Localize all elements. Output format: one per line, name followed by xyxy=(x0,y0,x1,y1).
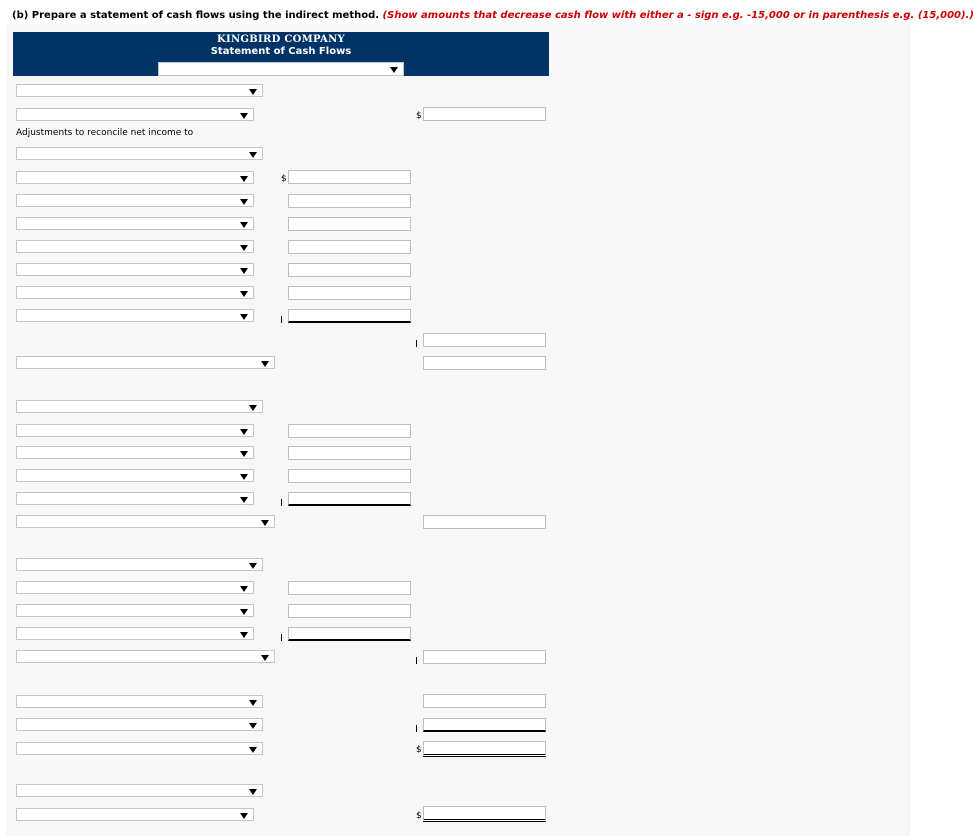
amount-input-col3[interactable] xyxy=(423,333,546,347)
instruction-text: (b) Prepare a statement of cash flows using the indirect method. xyxy=(12,10,380,21)
account-select-13[interactable] xyxy=(16,424,254,437)
amount-input-col2[interactable] xyxy=(288,263,411,277)
account-select-4[interactable] xyxy=(16,171,254,184)
amount-input-col2-total[interactable] xyxy=(288,309,411,323)
amount-input-col3[interactable] xyxy=(423,694,546,708)
underline-mark xyxy=(281,316,282,323)
amount-input-col2[interactable] xyxy=(288,170,411,184)
underline-mark xyxy=(416,657,417,664)
account-select-1[interactable] xyxy=(16,84,263,97)
instructions xyxy=(12,10,974,21)
statement-title: Statement of Cash Flows xyxy=(210,46,352,57)
account-select-26[interactable] xyxy=(16,784,263,797)
account-select-15[interactable] xyxy=(16,469,254,482)
underline-mark xyxy=(281,634,282,641)
account-select-20[interactable] xyxy=(16,604,254,617)
amount-input-col2[interactable] xyxy=(288,240,411,254)
amount-input-col3-total[interactable] xyxy=(423,718,546,732)
account-select-17[interactable] xyxy=(16,515,275,528)
account-select-24[interactable] xyxy=(16,718,263,731)
underline-mark xyxy=(416,725,417,732)
amount-input-col2-total[interactable] xyxy=(288,627,411,641)
dollar-sign: $ xyxy=(416,745,422,755)
account-select-16[interactable] xyxy=(16,492,254,505)
amount-input-col2[interactable] xyxy=(288,424,411,438)
amount-input-col2[interactable] xyxy=(288,194,411,208)
amount-input-col3[interactable] xyxy=(423,515,546,529)
amount-input-col3[interactable] xyxy=(423,107,546,121)
amount-input-col2[interactable] xyxy=(288,446,411,460)
period-select[interactable] xyxy=(158,62,404,76)
account-select-23[interactable] xyxy=(16,695,263,708)
account-select-21[interactable] xyxy=(16,627,254,640)
noncash-total-input[interactable] xyxy=(423,806,546,822)
amount-input-col2[interactable] xyxy=(288,604,411,618)
dollar-sign: $ xyxy=(416,111,422,121)
account-select-3[interactable] xyxy=(16,147,263,160)
amount-input-col2[interactable] xyxy=(288,286,411,300)
account-select-14[interactable] xyxy=(16,446,254,459)
account-select-8[interactable] xyxy=(16,263,254,276)
account-select-10[interactable] xyxy=(16,309,254,322)
account-select-25[interactable] xyxy=(16,742,263,755)
company-name: KINGBIRD COMPANY xyxy=(216,34,345,45)
amount-input-col2[interactable] xyxy=(288,469,411,483)
adjustments-label: Adjustments to reconcile net income to xyxy=(16,128,194,138)
underline-mark xyxy=(416,340,417,347)
account-select-5[interactable] xyxy=(16,194,254,207)
instruction-note: (Show amounts that decrease cash flow with either a - sign e.g. -15,000 or in parenthesis e.g. (15,000).) xyxy=(382,10,974,21)
dollar-sign: $ xyxy=(281,174,287,184)
amount-input-col2-total[interactable] xyxy=(288,492,411,506)
cash-end-input[interactable] xyxy=(423,741,546,757)
amount-input-col3[interactable] xyxy=(423,356,546,370)
dollar-sign: $ xyxy=(416,811,422,821)
account-select-12[interactable] xyxy=(16,400,263,413)
account-select-22[interactable] xyxy=(16,650,275,663)
amount-input-col3[interactable] xyxy=(423,650,546,664)
account-select-2[interactable] xyxy=(16,108,254,121)
account-select-27[interactable] xyxy=(16,808,254,821)
account-select-6[interactable] xyxy=(16,217,254,230)
amount-input-col2[interactable] xyxy=(288,581,411,595)
account-select-11[interactable] xyxy=(16,356,275,369)
account-select-9[interactable] xyxy=(16,286,254,299)
amount-input-col2[interactable] xyxy=(288,217,411,231)
account-select-19[interactable] xyxy=(16,581,254,594)
underline-mark xyxy=(281,499,282,506)
account-select-7[interactable] xyxy=(16,240,254,253)
account-select-18[interactable] xyxy=(16,558,263,571)
